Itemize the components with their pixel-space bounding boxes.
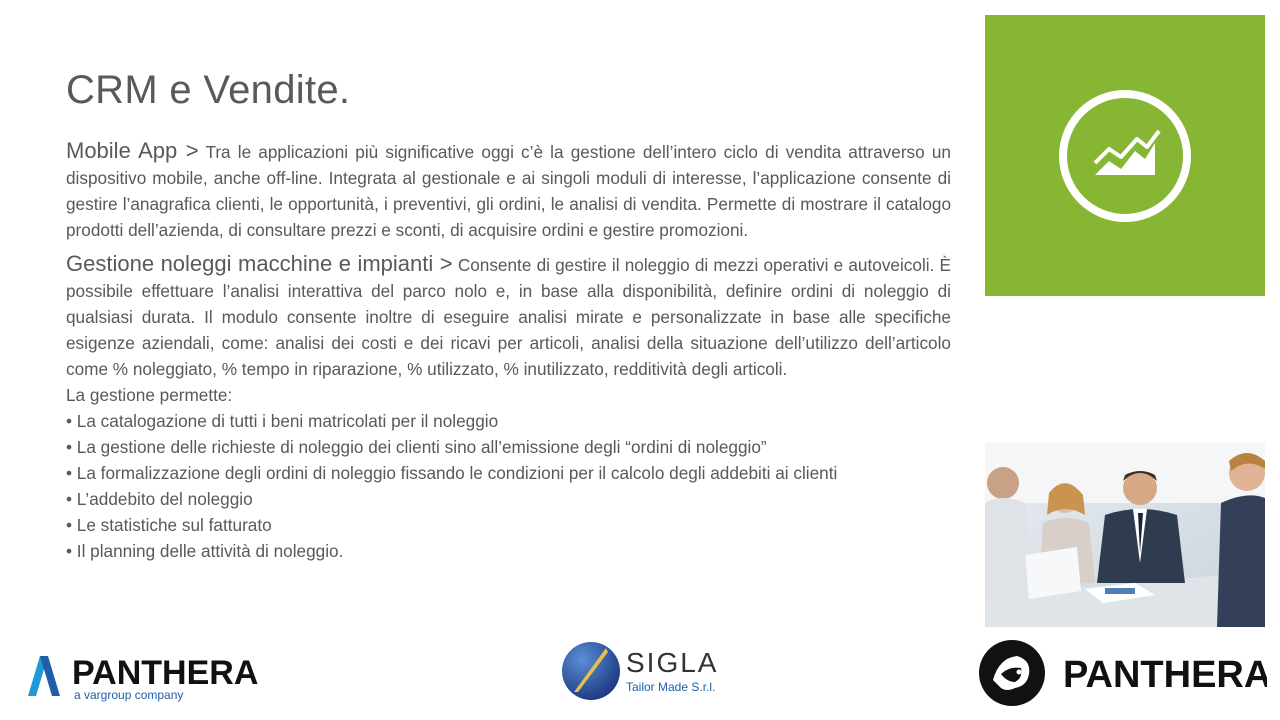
- panthera-vargroup-logo: [28, 650, 328, 706]
- list-item: • Il planning delle attività di noleggio.: [66, 541, 344, 561]
- sigla-logo: [560, 638, 740, 704]
- logo-left-tagline: a vargroup company: [74, 688, 184, 702]
- logo-right-name: PANTHERA: [1063, 654, 1267, 696]
- page-title: CRM e Vendite.: [66, 68, 351, 112]
- trend-chart-icon: [985, 15, 1265, 296]
- main-content: [66, 138, 951, 564]
- list-item: • Le statistiche sul fatturato: [66, 515, 272, 535]
- list-item: • La formalizzazione degli ordini di noleggio fissando le condizioni per il calcolo degli addebiti ai clienti: [66, 463, 838, 483]
- feature-list: [66, 408, 951, 564]
- business-meeting-photo: [985, 443, 1265, 627]
- feature-icon-panel: [985, 15, 1265, 296]
- list-item: • La catalogazione di tutti i beni matricolati per il noleggio: [66, 411, 499, 431]
- logo-mid-tagline: Tailor Made S.r.l.: [626, 680, 716, 694]
- section-text: Tra le applicazioni più significative oggi c’è la gestione dell’intero ciclo di vendita attraverso un dispositivo mobile, anche off-line. Integrata al gestionale e ai singoli moduli di interesse, l’applicazione consente di gestire l’anagrafica clienti, le opportunità, i preventivi, gli ordini, le analisi di vendita. Permette di mostrare il catalogo prodotti dell’azienda, di consultare prezzi e sconti, di acquisire ordini e gestire promozioni.: [66, 142, 951, 240]
- logo-mid-name: SIGLA: [626, 647, 719, 678]
- section-heading: Mobile App >: [66, 138, 199, 163]
- panthera-logo: [977, 638, 1267, 708]
- logo-left-name: PANTHERA: [72, 654, 259, 692]
- section-heading: Gestione noleggi macchine e impianti >: [66, 251, 453, 276]
- section-text: Consente di gestire il noleggio di mezzi operativi e autoveicoli. È possibile effettuare l’analisi interattiva del parco nolo e, in base alla disponibilità, definire ordini di noleggio di qualsiasi durata. Il modulo consente inoltre di eseguire analisi mirate e personalizzate in base alle specifiche esigenze aziendali, come: analisi dei costi e dei ricavi per articoli, analisi della situazione dell’utilizzo dell’articolo come % noleggiato, % tempo in riparazione, % utilizzato, % inutilizzato, redditività degli articoli.: [66, 255, 951, 379]
- section-noleggi: [66, 251, 951, 382]
- list-item: • L’addebito del noleggio: [66, 489, 253, 509]
- list-intro: La gestione permette:: [66, 385, 233, 405]
- list-item: • La gestione delle richieste di noleggio dei clienti sino all’emissione degli “ordini di noleggio”: [66, 437, 767, 457]
- section-mobile-app: [66, 138, 951, 243]
